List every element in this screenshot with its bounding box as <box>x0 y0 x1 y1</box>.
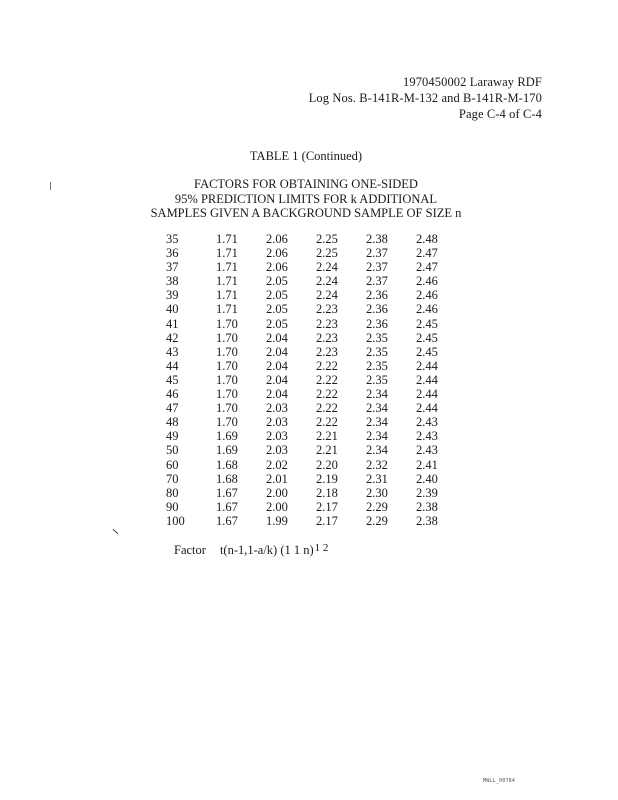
table-row <box>166 331 456 345</box>
factor-cell: 2.34 <box>366 387 388 402</box>
formula-expression: t(n-1,1-a/k) (1 1 n) <box>219 543 314 557</box>
factor-cell: 2.46 <box>416 302 438 317</box>
table-row <box>166 359 456 373</box>
sample-size-cell: 47 <box>166 401 179 416</box>
table-row <box>166 415 456 429</box>
factor-cell: 2.43 <box>416 429 438 444</box>
factor-cell: 2.29 <box>366 513 388 528</box>
sample-size-cell: 80 <box>166 485 179 500</box>
factor-cell: 2.21 <box>316 443 338 458</box>
bates-stamp: MWLL_00784 <box>483 778 516 784</box>
factors-table-body <box>166 232 456 528</box>
factor-cell: 2.44 <box>416 358 438 373</box>
factor-cell: 2.04 <box>266 330 288 345</box>
factor-cell: 2.05 <box>266 302 288 317</box>
factor-cell: 1.99 <box>266 513 288 528</box>
factor-cell: 2.22 <box>316 415 338 430</box>
factor-cell: 2.23 <box>316 316 338 331</box>
factor-cell: 2.19 <box>316 471 338 486</box>
factor-cell: 2.38 <box>366 232 388 246</box>
factor-cell: 2.37 <box>366 246 388 261</box>
subtitle-line-1: FACTORS FOR OBTAINING ONE-SIDED <box>194 177 418 191</box>
sample-size-cell: 48 <box>166 415 179 430</box>
factor-cell: 2.21 <box>316 429 338 444</box>
factor-cell: 2.25 <box>316 246 338 261</box>
factor-cell: 2.23 <box>316 302 338 317</box>
sample-size-cell: 35 <box>166 232 179 246</box>
table-row <box>166 401 456 415</box>
factor-cell: 2.35 <box>366 358 388 373</box>
sample-size-cell: 50 <box>166 443 179 458</box>
factor-cell: 2.06 <box>266 246 288 261</box>
scan-artifact-mark <box>113 529 119 534</box>
sample-size-cell: 90 <box>166 499 179 514</box>
factor-cell: 2.05 <box>266 288 288 303</box>
factor-cell: 1.71 <box>216 232 238 246</box>
factor-cell: 2.04 <box>266 372 288 387</box>
table-row <box>166 500 456 514</box>
sample-size-cell: 46 <box>166 387 179 402</box>
sample-size-cell: 37 <box>166 260 179 275</box>
factor-cell: 2.48 <box>416 232 438 246</box>
table-subtitle <box>0 177 612 221</box>
factor-cell: 2.03 <box>266 429 288 444</box>
document-header <box>309 74 542 122</box>
factor-cell: 2.47 <box>416 260 438 275</box>
factor-cell: 1.70 <box>216 330 238 345</box>
sample-size-cell: 42 <box>166 330 179 345</box>
factor-cell: 2.24 <box>316 260 338 275</box>
factor-cell: 1.69 <box>216 429 238 444</box>
factor-cell: 2.34 <box>366 401 388 416</box>
factor-cell: 2.46 <box>416 288 438 303</box>
factor-cell: 1.70 <box>216 387 238 402</box>
table-row <box>166 373 456 387</box>
factor-cell: 1.71 <box>216 260 238 275</box>
header-document-id: 1970450002 Laraway RDF <box>403 75 542 89</box>
scan-artifact-mark <box>50 182 51 190</box>
factor-cell: 2.37 <box>366 274 388 289</box>
factor-cell: 2.38 <box>416 513 438 528</box>
factor-cell: 2.03 <box>266 415 288 430</box>
factor-cell: 2.35 <box>366 344 388 359</box>
sample-size-cell: 43 <box>166 344 179 359</box>
formula-label: Factor <box>174 543 206 557</box>
factor-cell: 2.34 <box>366 429 388 444</box>
factor-cell: 2.02 <box>266 457 288 472</box>
header-page-number: Page C-4 of C-4 <box>458 107 542 121</box>
table-title: TABLE 1 (Continued) <box>249 149 363 163</box>
subtitle-line-2: 95% PREDICTION LIMITS FOR k ADDITIONAL <box>174 191 438 206</box>
factor-cell: 2.17 <box>316 513 338 528</box>
sample-size-cell: 49 <box>166 429 179 444</box>
factor-cell: 1.70 <box>216 372 238 387</box>
sample-size-cell: 100 <box>166 513 185 528</box>
factor-cell: 2.17 <box>316 499 338 514</box>
factor-cell: 2.34 <box>366 415 388 430</box>
factor-cell: 1.67 <box>216 499 238 514</box>
sample-size-cell: 41 <box>166 316 179 331</box>
factor-cell: 1.70 <box>216 344 238 359</box>
formula-exponent: 1 2 <box>314 542 329 554</box>
sample-size-cell: 44 <box>166 358 179 373</box>
factor-cell: 2.24 <box>316 274 338 289</box>
factor-cell: 2.24 <box>316 288 338 303</box>
table-row <box>166 288 456 302</box>
factor-cell: 2.46 <box>416 274 438 289</box>
factor-cell: 1.71 <box>216 302 238 317</box>
table-row <box>166 472 456 486</box>
factor-cell: 2.06 <box>266 260 288 275</box>
sample-size-cell: 40 <box>166 302 179 317</box>
factor-cell: 2.41 <box>416 457 438 472</box>
factor-cell: 2.36 <box>366 302 388 317</box>
factor-cell: 2.03 <box>266 443 288 458</box>
factor-cell: 2.39 <box>416 485 438 500</box>
factor-cell: 2.04 <box>266 344 288 359</box>
factor-cell: 2.23 <box>316 344 338 359</box>
factor-cell: 2.05 <box>266 316 288 331</box>
factor-cell: 2.03 <box>266 401 288 416</box>
table-row <box>166 232 456 246</box>
factor-cell: 2.40 <box>416 471 438 486</box>
table-row <box>166 486 456 500</box>
factor-cell: 2.47 <box>416 246 438 261</box>
factor-cell: 2.43 <box>416 415 438 430</box>
table-row <box>166 302 456 316</box>
factor-cell: 2.32 <box>366 457 388 472</box>
factor-cell: 1.70 <box>216 316 238 331</box>
factor-cell: 2.29 <box>366 499 388 514</box>
table-row <box>166 246 456 260</box>
table-row <box>166 260 456 274</box>
sample-size-cell: 38 <box>166 274 179 289</box>
factor-formula <box>174 543 328 558</box>
factor-cell: 2.22 <box>316 387 338 402</box>
factor-cell: 2.45 <box>416 344 438 359</box>
sample-size-cell: 36 <box>166 246 179 261</box>
factor-cell: 2.00 <box>266 485 288 500</box>
factor-cell: 1.69 <box>216 443 238 458</box>
factor-cell: 2.37 <box>366 260 388 275</box>
factor-cell: 2.30 <box>366 485 388 500</box>
factor-cell: 2.45 <box>416 330 438 345</box>
factor-cell: 1.70 <box>216 415 238 430</box>
table-row <box>166 429 456 443</box>
factor-cell: 2.38 <box>416 499 438 514</box>
factor-cell: 2.04 <box>266 387 288 402</box>
sample-size-cell: 60 <box>166 457 179 472</box>
factor-cell: 1.70 <box>216 401 238 416</box>
factor-cell: 2.36 <box>366 316 388 331</box>
factor-cell: 2.20 <box>316 457 338 472</box>
factor-cell: 1.71 <box>216 274 238 289</box>
factor-cell: 2.01 <box>266 471 288 486</box>
factor-cell: 1.71 <box>216 288 238 303</box>
factor-cell: 1.70 <box>216 358 238 373</box>
factor-cell: 2.18 <box>316 485 338 500</box>
factor-cell: 2.04 <box>266 358 288 373</box>
factor-cell: 2.22 <box>316 401 338 416</box>
factor-cell: 2.35 <box>366 372 388 387</box>
table-row <box>166 345 456 359</box>
table-row <box>166 317 456 331</box>
factor-cell: 2.36 <box>366 288 388 303</box>
factor-cell: 2.35 <box>366 330 388 345</box>
table-row <box>166 514 456 528</box>
factor-cell: 2.44 <box>416 387 438 402</box>
sample-size-cell: 45 <box>166 372 179 387</box>
factor-cell: 2.06 <box>266 232 288 246</box>
factor-cell: 2.00 <box>266 499 288 514</box>
table-row <box>166 458 456 472</box>
factor-cell: 2.05 <box>266 274 288 289</box>
factor-cell: 2.31 <box>366 471 388 486</box>
subtitle-line-3: SAMPLES GIVEN A BACKGROUND SAMPLE OF SIZE n <box>150 206 462 220</box>
table-row <box>166 443 456 457</box>
factor-cell: 2.43 <box>416 443 438 458</box>
sample-size-cell: 39 <box>166 288 179 303</box>
factor-cell: 1.68 <box>216 471 238 486</box>
factor-cell: 2.34 <box>366 443 388 458</box>
factor-cell: 2.23 <box>316 330 338 345</box>
factor-cell: 1.67 <box>216 513 238 528</box>
sample-size-cell: 70 <box>166 471 179 486</box>
factor-cell: 2.44 <box>416 372 438 387</box>
factor-cell: 2.22 <box>316 372 338 387</box>
factors-table <box>166 232 456 528</box>
factor-cell: 2.44 <box>416 401 438 416</box>
factor-cell: 2.22 <box>316 358 338 373</box>
factor-cell: 2.25 <box>316 232 338 246</box>
factor-cell: 1.67 <box>216 485 238 500</box>
factor-cell: 1.68 <box>216 457 238 472</box>
table-row <box>166 274 456 288</box>
header-log-numbers: Log Nos. B-141R-M-132 and B-141R-M-170 <box>308 91 542 105</box>
table-row <box>166 387 456 401</box>
factor-cell: 1.71 <box>216 246 238 261</box>
factor-cell: 2.45 <box>416 316 438 331</box>
